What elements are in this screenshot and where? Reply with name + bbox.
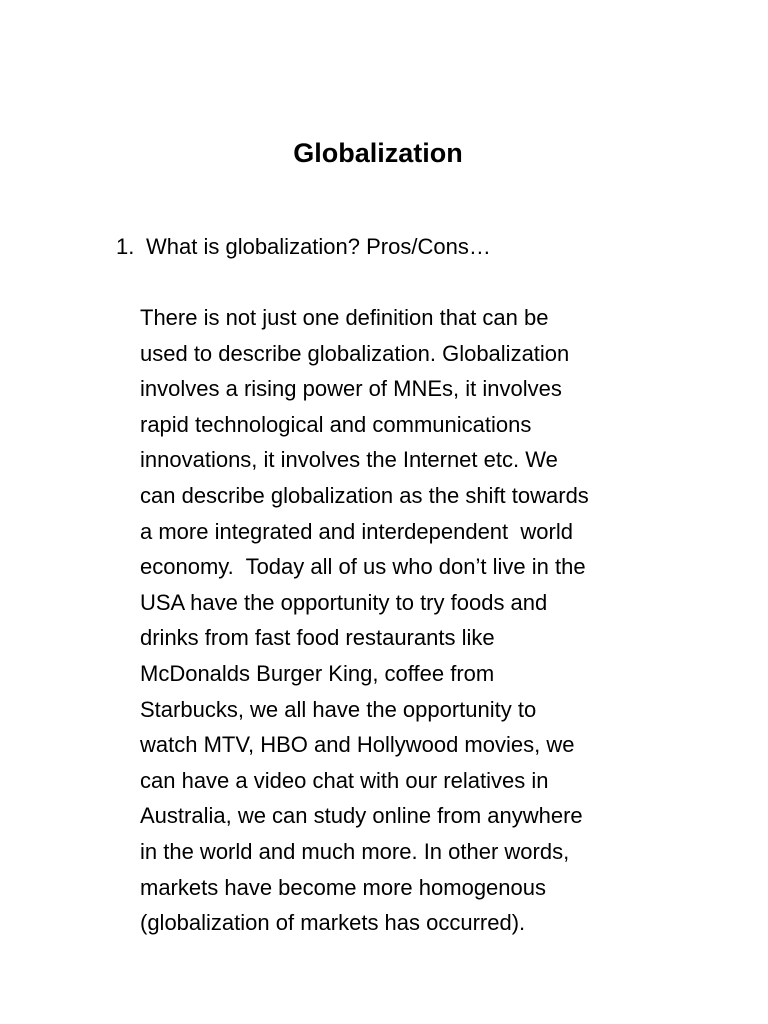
answer-line: used to describe globalization. Globalization: [140, 340, 570, 366]
answer-line: can describe globalization as the shift towards: [140, 482, 589, 508]
answer-line: Australia, we can study online from anywhere: [140, 803, 583, 829]
answer-paragraph: [140, 300, 740, 941]
answer-line: economy. Today all of us who don’t live in the: [140, 554, 586, 580]
answer-line: can have a video chat with our relatives in: [140, 767, 549, 793]
page-title: Globalization: [293, 138, 463, 168]
question-item: [116, 232, 491, 262]
answer-line: drinks from fast food restaurants like: [140, 625, 495, 651]
answer-line: Starbucks, we all have the opportunity to: [140, 696, 537, 722]
answer-line: USA have the opportunity to try foods and: [140, 589, 548, 615]
question-number: 1.: [116, 234, 135, 259]
answer-line: markets have become more homogenous: [140, 874, 546, 900]
answer-line: innovations, it involves the Internet etc. We: [140, 447, 558, 473]
question-text: What is globalization? Pros/Cons…: [146, 234, 491, 259]
answer-line: rapid technological and communications: [140, 411, 532, 437]
answer-line: McDonalds Burger King, coffee from: [140, 660, 495, 686]
answer-line: in the world and much more. In other words,: [140, 838, 570, 864]
answer-line: a more integrated and interdependent world: [140, 518, 573, 544]
answer-line: watch MTV, HBO and Hollywood movies, we: [140, 732, 575, 758]
answer-line: involves a rising power of MNEs, it involves: [140, 376, 562, 402]
answer-line: There is not just one definition that can be: [140, 305, 549, 330]
answer-line: (globalization of markets has occurred).: [140, 910, 526, 936]
